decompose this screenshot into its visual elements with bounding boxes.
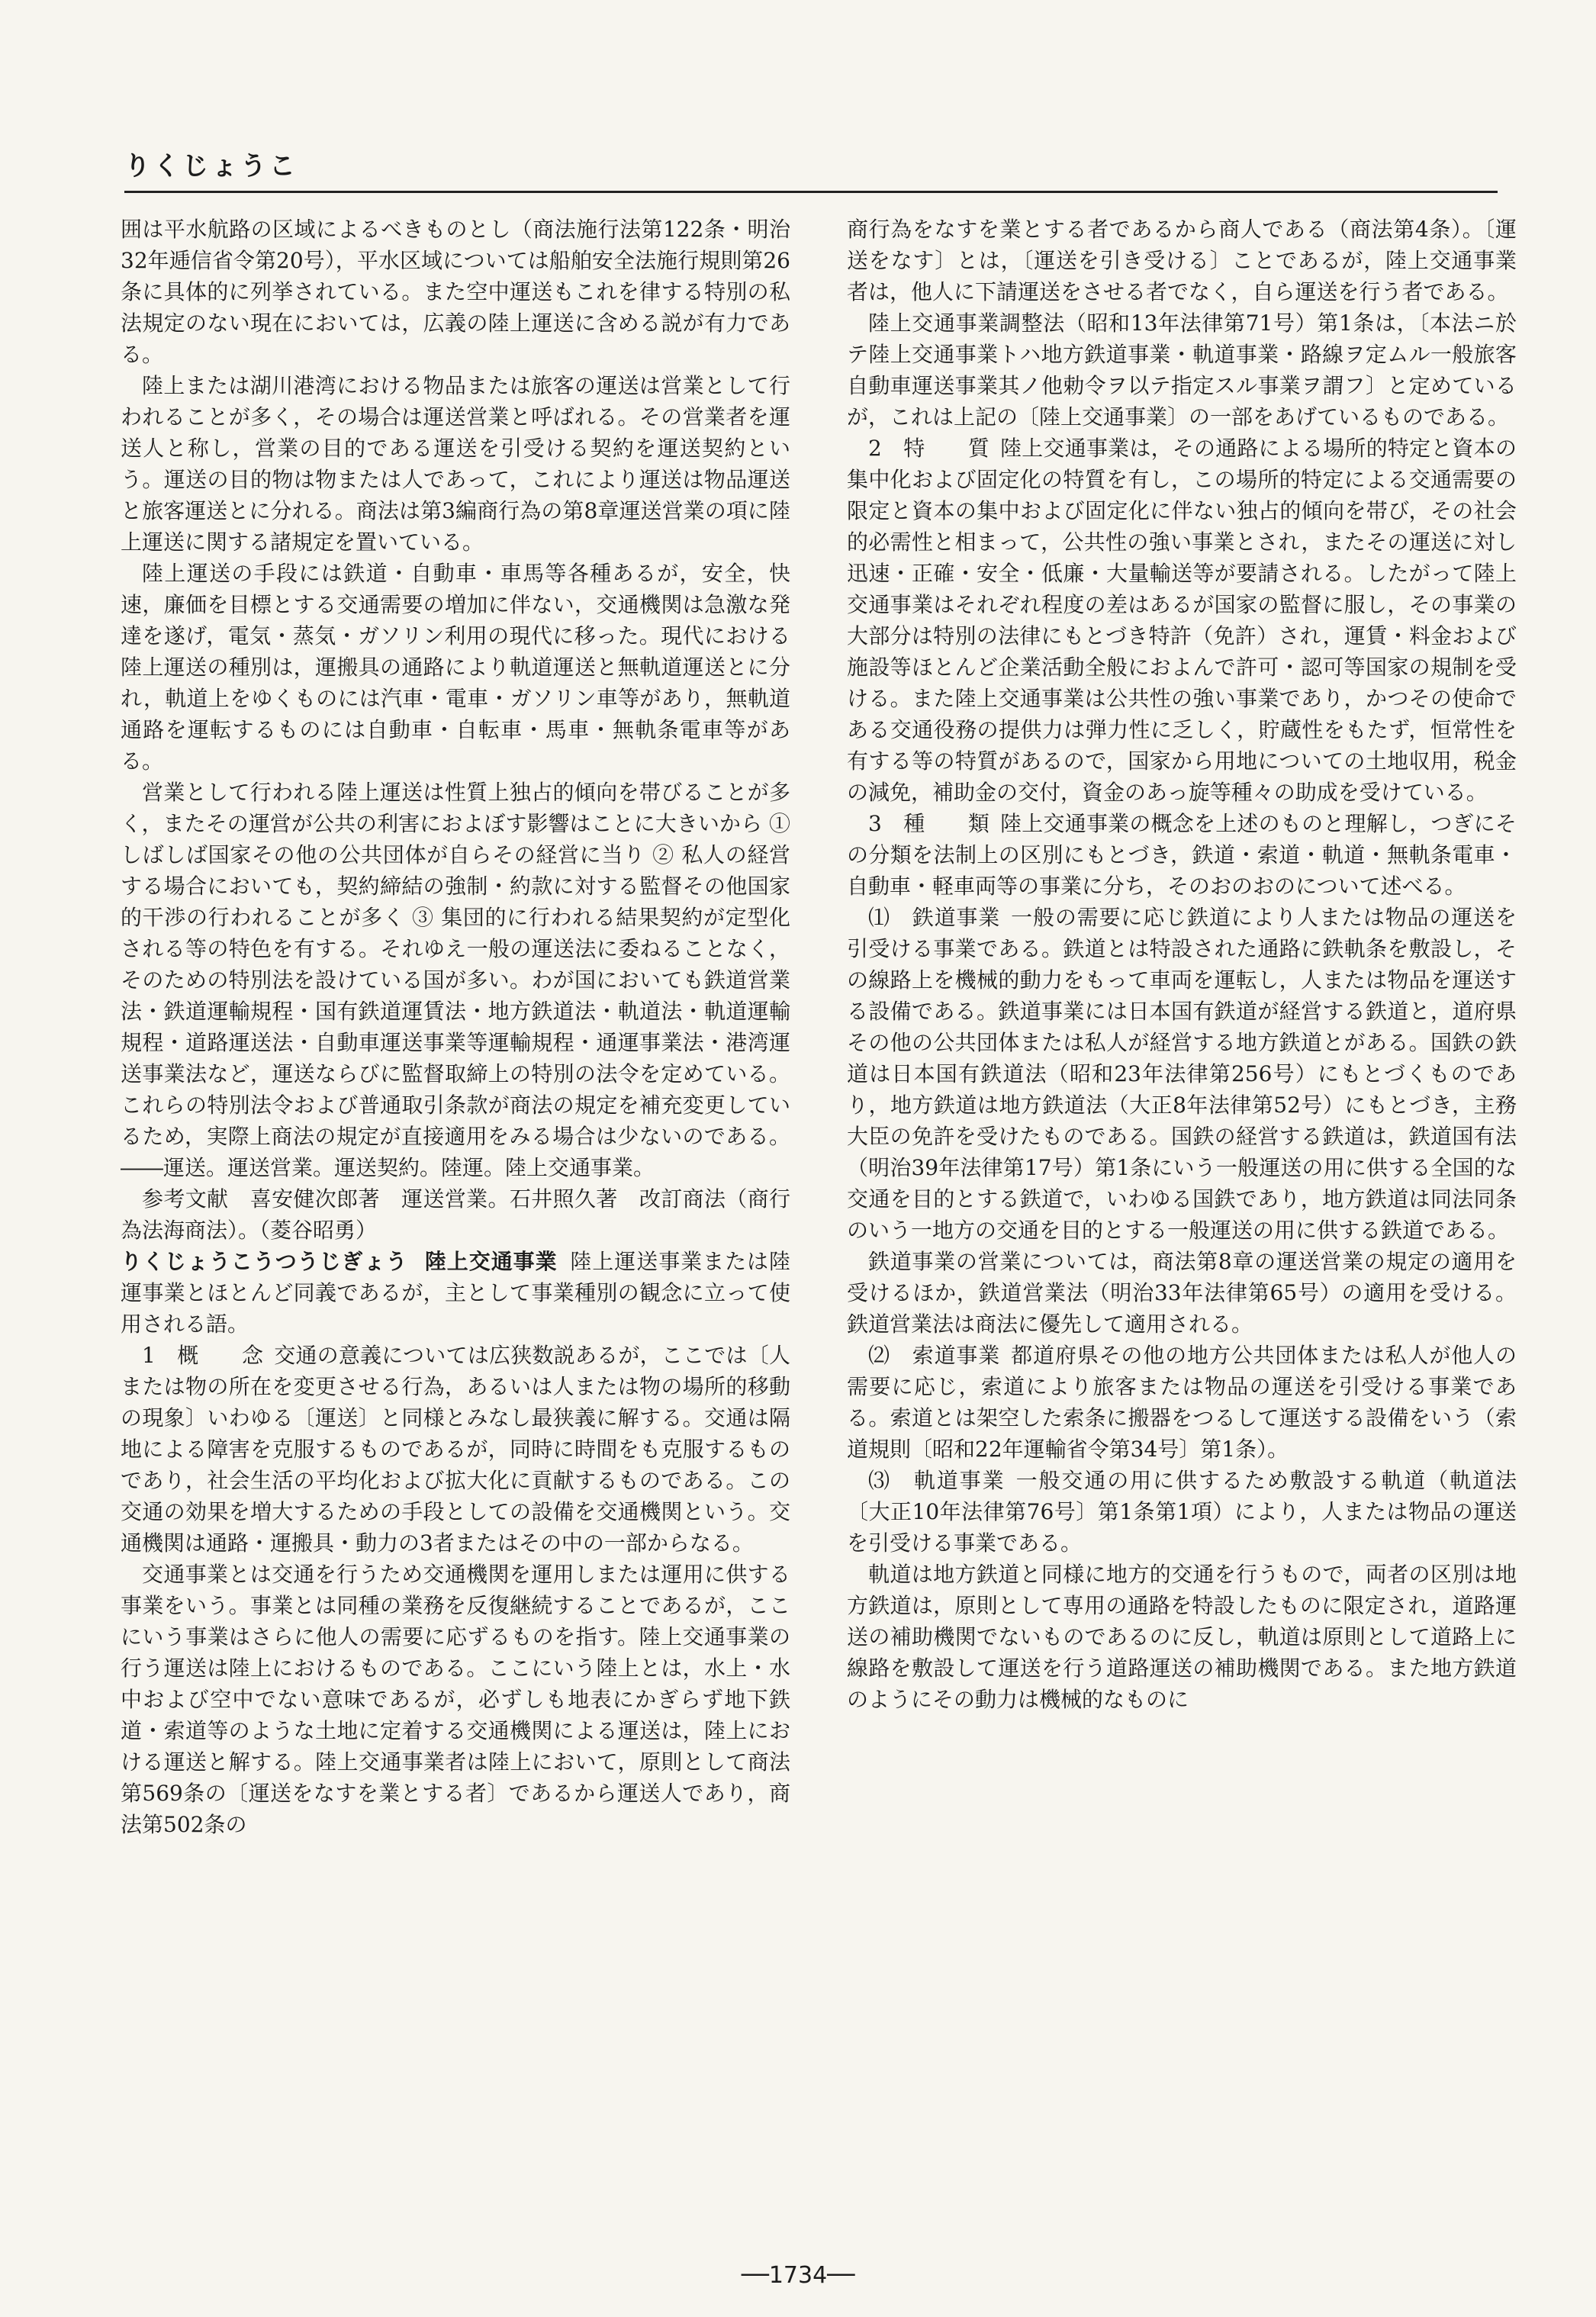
header-rule: [124, 191, 1498, 193]
section-body: 陸上交通事業の概念を上述のものと理解し，つぎにその分類を法制上の区別にもとづき，鉄道・索道・軌道・無軌条電車・自動車・軽車両等の事業に分ち，そのおのおのについて述べる。: [847, 811, 1517, 899]
section: [847, 808, 1517, 902]
subsection-label: ⑴ 鉄道事業: [868, 905, 1001, 930]
subsection: [847, 902, 1517, 1246]
entry-definition: 陸上運送事業または陸運事業とほとんど同義であるが，主として事業種別の観念に立って使用される語。: [121, 1249, 790, 1337]
section: [121, 1340, 790, 1559]
subsection-body: 一般の需要に応じ鉄道により人または物品の運送を引受ける事業である。鉄道とは特設された通路に鉄軌条を敷設し，その線路上を機械的動力をもって車両を運転し，人または物品を運送する設備である。鉄道事業には日本国有鉄道が経営する鉄道と，道府県その他の公共団体または私人が経営する地方鉄道とがある。国鉄の鉄道は日本国有鉄道法（昭和23年法律第256号）にもとづくものであり，地方鉄道は地方鉄道法（大正8年法律第52号）にもとづき，主務大臣の免許を受けたものである。国鉄の経営する鉄道は，鉄道国有法（明治39年法律第17号）第1条にいう一般運送の用に供する全国的な交通を目的とする鉄道で，いわゆる国鉄であり，地方鉄道は同法同条のいう一地方の交通を目的とする一般運送の用に供する鉄道である。: [847, 905, 1517, 1243]
paragraph: 営業として行われる陸上運送は性質上独占的傾向を帯びることが多く，またその運営が公共の利害におよぼす影響はことに大きいから ① しばしば国家その他の公共団体が自らその経営に当り ② 私人の経営する場合においても，契約締結の強制・約款に対する監督その他国家的干渉の行われることが多く ③ 集団的に行われる結果契約が定型化される等の特色を有する。それゆえ一般の運送法に委ねることなく，そのための特別法を設けている国が多い。わが国においても鉄道営業法・鉄道運輸規程・国有鉄道運賃法・地方鉄道法・軌道法・軌道運輸規程・道路運送法・自動車運送事業等運輸規程・通運事業法・港湾運送事業法など，運送ならびに監督取締上の特別の法令を定めている。これらの特別法令および普通取引条款が商法の規定を補充変更しているため，実際上商法の規定が直接適用をみる場合は少ないのである。――運送。運送営業。運送契約。陸運。陸上交通事業。: [121, 780, 790, 1180]
section-label: 1 概 念: [142, 1343, 264, 1368]
subsection: [847, 1340, 1517, 1465]
section-label: 2 特 質: [868, 436, 990, 461]
right-column: [847, 214, 1517, 1715]
section-body: 交通の意義については広狭数説あるが，ここでは〔人または物の所在を変更させる行為，あるいは人または物の場所的移動の現象〕いわゆる〔運送〕と同様とみなし最狭義に解する。交通は隔地による障害を克服するものであるが，同時に時間をも克服するものであり，社会生活の平均化および拡大化に貢献するものである。この交通の効果を増大するための手段としての設備を交通機関という。交通機関は通路・運搬具・動力の3者またはその中の一部からなる。: [121, 1343, 790, 1556]
page-number: ──1734──: [741, 2262, 855, 2289]
paragraph: 陸上運送の手段には鉄道・自動車・車馬等各種あるが，安全，快速，廉価を目標とする交通需要の増加に伴ない，交通機関は急激な発達を遂げ，電気・蒸気・ガソリン利用の現代に移った。現代における陸上運送の種別は，運搬具の通路により軌道運送と無軌道運送とに分れ，軌道上をゆくものには汽車・電車・ガソリン車等があり，無軌道通路を運転するものには自動車・自転車・馬車・無軌条電車等がある。: [121, 561, 790, 774]
subsection: [847, 1465, 1517, 1559]
subsection-body: 都道府県その他の地方公共団体または私人が他人の需要に応じ，索道により旅客または物品の運送を引受ける事業である。索道とは架空した索条に搬器をつるして運送する設備をいう（索道規則〔昭和22年運輸省令第34号〕第1条）。: [847, 1343, 1517, 1462]
subsection-body: 一般交通の用に供するため敷設する軌道（軌道法〔大正10年法律第76号〕第1条第1項）により，人または物品の運送を引受ける事業である。: [847, 1468, 1517, 1556]
running-head: りくじょうこ: [124, 151, 298, 182]
section: [847, 433, 1517, 808]
entry: [121, 1246, 790, 1340]
section-label: 3 種 類: [868, 811, 990, 836]
paragraph: 商行為をなすを業とする者であるから商人である（商法第4条）。〔運送をなす〕とは，〔運送を引き受ける〕ことであるが，陸上交通事業者は，他人に下請運送をさせる者でなく，自ら運送を行う者である。: [847, 217, 1517, 304]
paragraph: 交通事業とは交通を行うため交通機関を運用しまたは運用に供する事業をいう。事業とは同種の業務を反復継続することであるが，ここにいう事業はさらに他人の需要に応ずるものを指す。陸上交通事業の行う運送は陸上におけるものである。ここにいう陸上とは，水上・水中および空中でない意味であるが，必ずしも地表にかぎらず地下鉄道・索道等のような土地に定着する交通機関による運送は，陸上における運送と解する。陸上交通事業者は陸上において，原則として商法第569条の〔運送をなすを業とする者〕であるから運送人であり，商法第502条の: [121, 1562, 790, 1837]
paragraph: 鉄道事業の営業については，商法第8章の運送営業の規定の適用を受けるほか，鉄道営業法（明治33年法律第65号）の適用を受ける。鉄道営業法は商法に優先して適用される。: [847, 1249, 1517, 1337]
left-column: [121, 214, 790, 1840]
references: 参考文献 喜安健次郎著 運送営業。石井照久著 改訂商法（商行為法海商法）。（菱谷昭勇）: [121, 1186, 790, 1243]
paragraph: 軌道は地方鉄道と同様に地方的交通を行うもので，両者の区別は地方鉄道は，原則として専用の通路を特設したものに限定され，道路運送の補助機関でないものであるのに反し，軌道は原則として道路上に線路を敷設して運送を行う道路運送の補助機関である。また地方鉄道のようにその動力は機械的なものに: [847, 1562, 1517, 1712]
entry-headword: りくじょうこうつうじぎょう: [121, 1249, 408, 1274]
section-body: 陸上交通事業は，その通路による場所的特定と資本の集中化および固定化の特質を有し，この場所的特定による交通需要の限定と資本の集中および固定化に伴ない独占的傾向を帯び，その社会的必需性と相まって，公共性の強い事業とされ，またその運送に対し迅速・正確・安全・低廉・大量輸送等が要請される。したがって陸上交通事業はそれぞれ程度の差はあるが国家の監督に服し，その事業の大部分は特別の法律にもとづき特許（免許）され，運賃・料金および施設等ほとんど企業活動全般におよんで許可・認可等国家の規制を受ける。また陸上交通事業は公共性の強い事業であり，かつその使命である交通役務の提供力は弾力性に乏しく，貯蔵性をもたず，恒常性を有する等の特質があるので，国家から用地についての土地収用，税金の減免，補助金の交付，資金のあっ旋等種々の助成を受けている。: [847, 436, 1517, 805]
paragraph: 囲は平水航路の区域によるべきものとし（商法施行法第122条・明治32年逓信省令第20号），平水区域については船舶安全法施行規則第26条に具体的に列挙されている。また空中運送もこれを律する特別の私法規定のない現在においては，広義の陸上運送に含める説が有力である。: [121, 217, 790, 367]
subsection-label: ⑶ 軌道事業: [868, 1468, 1006, 1493]
entry-title: 陸上交通事業: [424, 1249, 558, 1274]
paragraph: 陸上交通事業調整法（昭和13年法律第71号）第1条は，〔本法ニ於テ陸上交通事業トハ地方鉄道事業・軌道事業・路線ヲ定ムル一般旅客自動車運送事業其ノ他勅令ヲ以テ指定スル事業ヲ謂フ〕と定めているが，これは上記の〔陸上交通事業〕の一部をあげているものである。: [847, 311, 1517, 430]
subsection-label: ⑵ 索道事業: [868, 1343, 1001, 1368]
paragraph: 陸上または湖川港湾における物品または旅客の運送は営業として行われることが多く，その場合は運送営業と呼ばれる。その営業者を運送人と称し，営業の目的である運送を引受ける契約を運送契約という。運送の目的物は物または人であって，これにより運送は物品運送と旅客運送とに分れる。商法は第3編商行為の第8章運送営業の項に陸上運送に関する諸規定を置いている。: [121, 373, 790, 555]
